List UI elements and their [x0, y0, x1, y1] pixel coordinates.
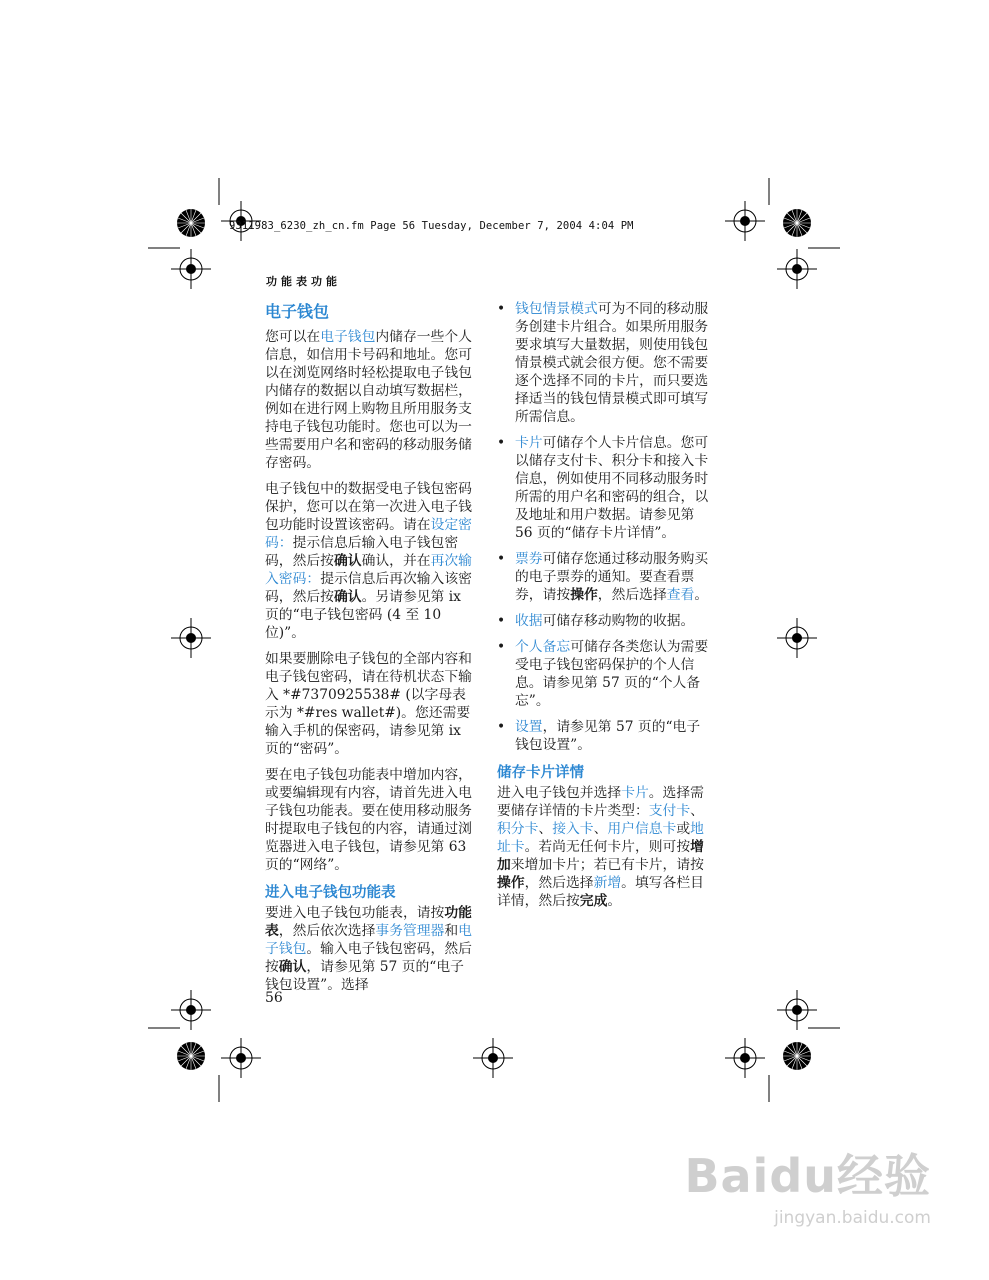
text: 要进入电子钱包功能表，请按: [265, 905, 445, 921]
key-confirm: 确认: [278, 959, 307, 975]
bullet-icon: •: [497, 301, 506, 317]
text: 可储存您通过移动服务购买的电子票券的通知。要查看票券，请按: [515, 551, 709, 603]
prompt-set-password: 设定密码：: [265, 517, 472, 551]
text: 。填写各栏目详情，然后按: [497, 875, 704, 909]
right-column: [497, 300, 709, 918]
link-personal-notes[interactable]: 个人备忘: [515, 639, 571, 655]
bullet-icon: •: [497, 613, 506, 629]
section-label: 功能表功能: [266, 275, 341, 288]
link-loyalty-card[interactable]: 积分卡: [497, 821, 539, 837]
list-item: [497, 300, 709, 426]
text: 来增加卡片；若已有卡片，请按: [510, 857, 704, 873]
key-menu: 功能表: [265, 905, 472, 939]
text: ，请参见第 57 页的“电子钱包设置”。选择: [265, 959, 464, 993]
text: ，请参见第 57 页的“电子钱包设置”。: [515, 719, 701, 753]
link-payment-card[interactable]: 支付卡: [648, 803, 691, 819]
watermark-url: jingyan.baidu.com: [774, 1208, 931, 1228]
key-done: 完成: [579, 893, 608, 909]
text: 。若尚无任何卡片，则可按: [524, 839, 691, 855]
link-wallet[interactable]: 电子钱包: [320, 329, 376, 345]
bullet-icon: •: [497, 435, 506, 451]
list-item: [497, 550, 709, 604]
link-view[interactable]: 查看: [666, 587, 695, 603]
text: 可储存移动购物的收据。: [542, 613, 695, 629]
link-cards[interactable]: 卡片: [515, 435, 543, 451]
text: 您可以在: [265, 329, 321, 345]
link-organizer[interactable]: 事务管理器: [375, 923, 445, 939]
text: 进入电子钱包并选择: [497, 785, 622, 801]
text: 和: [444, 923, 459, 939]
text: 内储存一些个人信息，如信用卡号码和地址。您可以在浏览网络时轻松提取电子钱包内储存的数据以自动填写数据栏，例如在进行网上购物且所用服务支持电子钱包功能时。您也可以为一些需要用户名和密码的移动服务储存密码。: [265, 329, 472, 471]
baidu-logo: Baidu经验: [684, 1149, 931, 1203]
bullet-icon: •: [497, 719, 506, 735]
list-item: [497, 434, 709, 542]
link-settings[interactable]: 设置: [515, 719, 543, 735]
key-options: 操作: [570, 587, 598, 603]
text: 。选择需要储存详情的卡片类型：: [497, 785, 704, 819]
wallet-options-list: [497, 300, 709, 754]
paragraph-intro: [265, 328, 477, 472]
key-confirm: 确认: [333, 553, 362, 569]
text: 可为不同的移动服务创建卡片组合。如果所用服务要求填写大量数据，则使用钱包情景模式就会很方便。您不需要逐个选择不同的卡片，而只要选择适当的钱包情景模式即可填写所需信息。: [515, 301, 709, 425]
link-user-info-card[interactable]: 用户信息卡: [607, 821, 677, 837]
text: ，然后选择: [597, 587, 667, 603]
text: 、: [690, 803, 704, 819]
text: ，然后选择: [524, 875, 594, 891]
list-item: [497, 718, 709, 754]
text: 提示信息后再次输入该密码，然后按: [265, 571, 472, 605]
link-new[interactable]: 新增: [593, 875, 622, 891]
text: 提示信息后输入电子钱包密码，然后按: [265, 535, 459, 569]
text: 。输入电子钱包密码，然后按: [265, 941, 472, 975]
heading-store-card-details: 储存卡片详情: [497, 765, 584, 781]
text: 电子钱包中的数据受电子钱包密码保护，您可以在第一次进入电子钱包功能时设置该密码。请在: [265, 481, 472, 533]
bullet-icon: •: [497, 551, 506, 567]
link-access-card[interactable]: 接入卡: [552, 821, 594, 837]
text: 。: [694, 587, 709, 603]
file-header: 9311983_6230_zh_cn.fm Page 56 Tuesday, December 7, 2004 4:04 PM: [229, 220, 634, 232]
heading-enter-wallet-menu: 进入电子钱包功能表: [265, 885, 396, 901]
left-column: [265, 300, 477, 1002]
page-number: 56: [265, 990, 283, 1006]
text: 、: [593, 821, 608, 837]
key-options: 操作: [497, 875, 525, 891]
link-tickets[interactable]: 票券: [515, 551, 543, 567]
link-wallet-profiles[interactable]: 钱包情景模式: [515, 301, 598, 317]
paragraph-add-content: 要在电子钱包功能表中增加内容，或要编辑现有内容，请首先进入电子钱包功能表。要在使用移动服务时提取电子钱包的内容，请通过浏览器进入电子钱包，请参见第 63 页的“网络”。: [265, 767, 472, 873]
text: 可储存个人卡片信息。您可以储存支付卡、积分卡和接入卡信息，例如使用不同移动服务时所需的用户名和密码的组合，以及地址和用户数据。请参见第 56 页的“储存卡片详情”。: [515, 435, 709, 541]
paragraph-store-cards: [497, 784, 709, 910]
key-add: 增加: [497, 839, 704, 873]
link-receipts[interactable]: 收据: [515, 613, 543, 629]
prompt-reenter-password: 再次输入密码：: [265, 553, 472, 587]
text: 可储存各类您认为需要受电子钱包密码保护的个人信息。请参见第 57 页的“个人备忘”。: [515, 639, 709, 709]
text: 、: [538, 821, 553, 837]
heading-wallet: 电子钱包: [265, 302, 330, 321]
list-item: [497, 612, 709, 630]
link-address-card[interactable]: 地址卡: [497, 821, 704, 855]
link-wallet[interactable]: 电子钱包: [265, 923, 472, 957]
text: ，然后依次选择: [278, 923, 376, 939]
paragraph-enter: [265, 904, 477, 994]
bullet-icon: •: [497, 639, 506, 655]
list-item: [497, 638, 709, 710]
baidu-watermark: [684, 1140, 931, 1228]
link-cards[interactable]: 卡片: [621, 785, 649, 801]
text: 确认，并在: [361, 553, 431, 569]
text: 或: [676, 821, 691, 837]
paragraph-password: [265, 480, 477, 642]
key-confirm: 确认: [333, 589, 362, 605]
text: 。: [607, 893, 622, 909]
paragraph-delete: 如果要删除电子钱包的全部内容和电子钱包密码，请在待机状态下输入 *#7370925538# (以字母表示为 *#res wallet#)。您还需要输入手机的保密码，请参见第 ix 页的“密码”。: [265, 651, 472, 757]
text: 。另请参见第 ix 页的“电子钱包密码 (4 至 10 位)”。: [265, 589, 461, 641]
